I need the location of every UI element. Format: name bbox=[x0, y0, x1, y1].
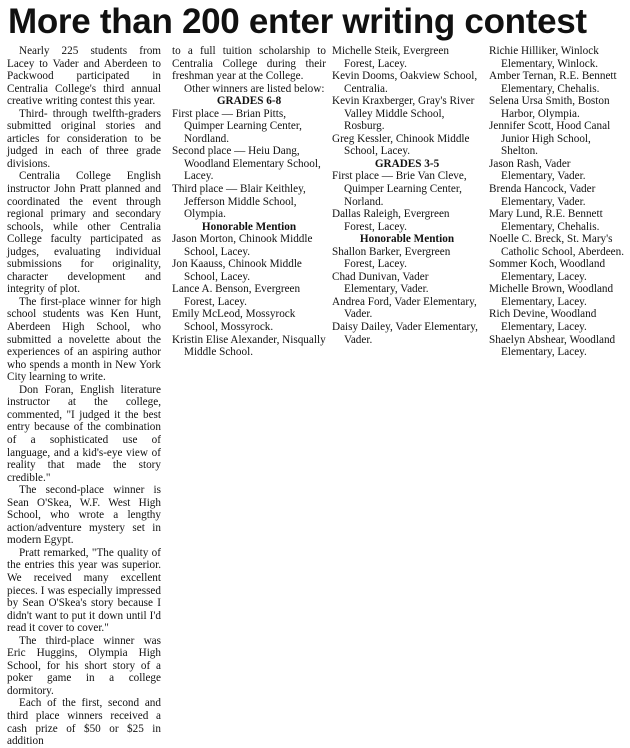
paragraph: The first-place winner for high school students was Ken Hunt, Aberdeen High School, who submitted a novelette about the experiences of an aspiring author who spends a month in New York City learning to write. bbox=[7, 295, 161, 384]
paragraph: Nearly 225 students from Lacey to Vader and Aberdeen to Packwood participated in Centralia College's third annual creative writing contest this year. bbox=[7, 45, 161, 108]
paragraph: Third- through twelfth-graders submitted original stories and articles for consideration to be judged in each of three grade divisions. bbox=[7, 107, 161, 170]
mention-entry: Lance A. Benson, Evergreen Forest, Lacey. bbox=[172, 283, 301, 308]
winner-entry: Dallas Raleigh, Evergreen Forest, Lacey. bbox=[332, 208, 450, 233]
mention-entry: Jason Morton, Chinook Middle School, Lacey. bbox=[172, 233, 313, 258]
paragraph: The third-place winner was Eric Huggins, Olympia High School, for his short story of a poker game in a college dormitory. bbox=[7, 634, 161, 697]
mention-entry: Emily McLeod, Mossyrock School, Mossyrock. bbox=[172, 308, 296, 334]
honorable-mention-heading: Honorable Mention bbox=[201, 220, 297, 233]
mention-entry: Jason Rash, Vader Elementary, Vader. bbox=[489, 157, 586, 183]
paragraph: Centralia College English instructor John Pratt planned and coordinated the event through regional primary and secondary schools, while other Centralia College faculty participated as judges, evaluating individual submissions for originality, character development and integrity of plot. bbox=[7, 170, 161, 296]
mention-entry: Selena Ursa Smith, Boston Harbor, Olympia. bbox=[489, 95, 610, 120]
mention-entry: Shallon Barker, Evergreen Forest, Lacey. bbox=[332, 245, 451, 271]
winner-entry: Third place — Blair Keithley, Jefferson Middle School, Olympia. bbox=[172, 183, 306, 221]
headline: More than 200 enter writing contest bbox=[8, 2, 587, 41]
column-4 bbox=[489, 45, 625, 359]
column-3 bbox=[332, 45, 482, 346]
mention-entry: Brenda Hancock, Vader Elementary, Vader. bbox=[489, 183, 596, 208]
mention-entry: Jennifer Scott, Hood Canal Junior High School, Shelton. bbox=[489, 120, 611, 158]
mention-entry: Michelle Steik, Evergreen Forest, Lacey. bbox=[332, 45, 449, 70]
mention-entry: Michelle Brown, Woodland Elementary, Lacey. bbox=[489, 283, 614, 308]
winner-entry: First place — Brie Van Cleve, Quimper Learning Center, Norland. bbox=[332, 170, 467, 208]
mention-entry: Sommer Koch, Woodland Elementary, Lacey. bbox=[489, 258, 606, 283]
mention-entry: Chad Dunivan, Vader Elementary, Vader. bbox=[332, 270, 429, 296]
mention-entry: Noelle C. Breck, St. Mary's Catholic School, Aberdeen. bbox=[489, 233, 625, 258]
grades-6-8-heading: GRADES 6-8 bbox=[216, 95, 282, 108]
paragraph: Pratt remarked, "The quality of the entries this year was superior. We received many excellent pieces. I was especially impressed by Sean O'Skea's story because I didn't want to put it down until I'd read it cover to cover." bbox=[7, 546, 161, 635]
mention-entry: Greg Kessler, Chinook Middle School, Lacey. bbox=[332, 132, 470, 158]
mention-entry: Kevin Kraxberger, Gray's River Valley Middle School, Rosburg. bbox=[332, 95, 475, 133]
paragraph-continuation: to a full tuition scholarship to Centralia College during their freshman year at the College. bbox=[172, 45, 326, 83]
grades-3-5-heading: GRADES 3-5 bbox=[374, 157, 440, 170]
paragraph: Don Foran, English literature instructor at the college, commented, "I judged it the best entry because of the combination of a sophisticated use of language, and a kid's-eye view of reality that made the story credible." bbox=[7, 383, 161, 484]
winner-entry: Second place — Heiu Dang, Woodland Elementary School, Lacey. bbox=[172, 145, 321, 183]
column-2 bbox=[172, 45, 326, 359]
mention-entry: Kevin Dooms, Oakview School, Centralia. bbox=[332, 70, 478, 95]
mention-entry: Mary Lund, R.E. Bennett Elementary, Chehalis. bbox=[489, 208, 603, 233]
mention-entry: Andrea Ford, Vader Elementary, Vader. bbox=[332, 295, 477, 321]
mention-entry: Jon Kaauss, Chinook Middle School, Lacey. bbox=[172, 258, 302, 283]
winners-intro: Other winners are listed below: bbox=[184, 82, 325, 95]
article-body bbox=[7, 45, 625, 748]
column-1 bbox=[7, 45, 161, 748]
mention-entry: Kristin Elise Alexander, Nisqually Middle School. bbox=[172, 333, 326, 359]
winner-entry: First place — Brian Pitts, Quimper Learning Center, Nordland. bbox=[172, 107, 302, 145]
honorable-mention-heading: Honorable Mention bbox=[359, 233, 455, 246]
mention-entry: Richie Hilliker, Winlock Elementary, Winlock. bbox=[489, 45, 599, 70]
mention-entry: Shaelyn Abshear, Woodland Elementary, Lacey. bbox=[489, 333, 616, 359]
mention-entry: Daisy Dailey, Vader Elementary, Vader. bbox=[332, 321, 478, 346]
mention-entry: Rich Devine, Woodland Elementary, Lacey. bbox=[489, 308, 597, 334]
paragraph: The second-place winner is Sean O'Skea, W.F. West High School, who wrote a lengthy action/adventure mystery set in modern Egypt. bbox=[7, 484, 161, 547]
mention-entry: Amber Ternan, R.E. Bennett Elementary, Chehalis. bbox=[489, 70, 617, 95]
paragraph: Each of the first, second and third place winners received a cash prize of $50 or $25 in addition bbox=[7, 697, 161, 748]
